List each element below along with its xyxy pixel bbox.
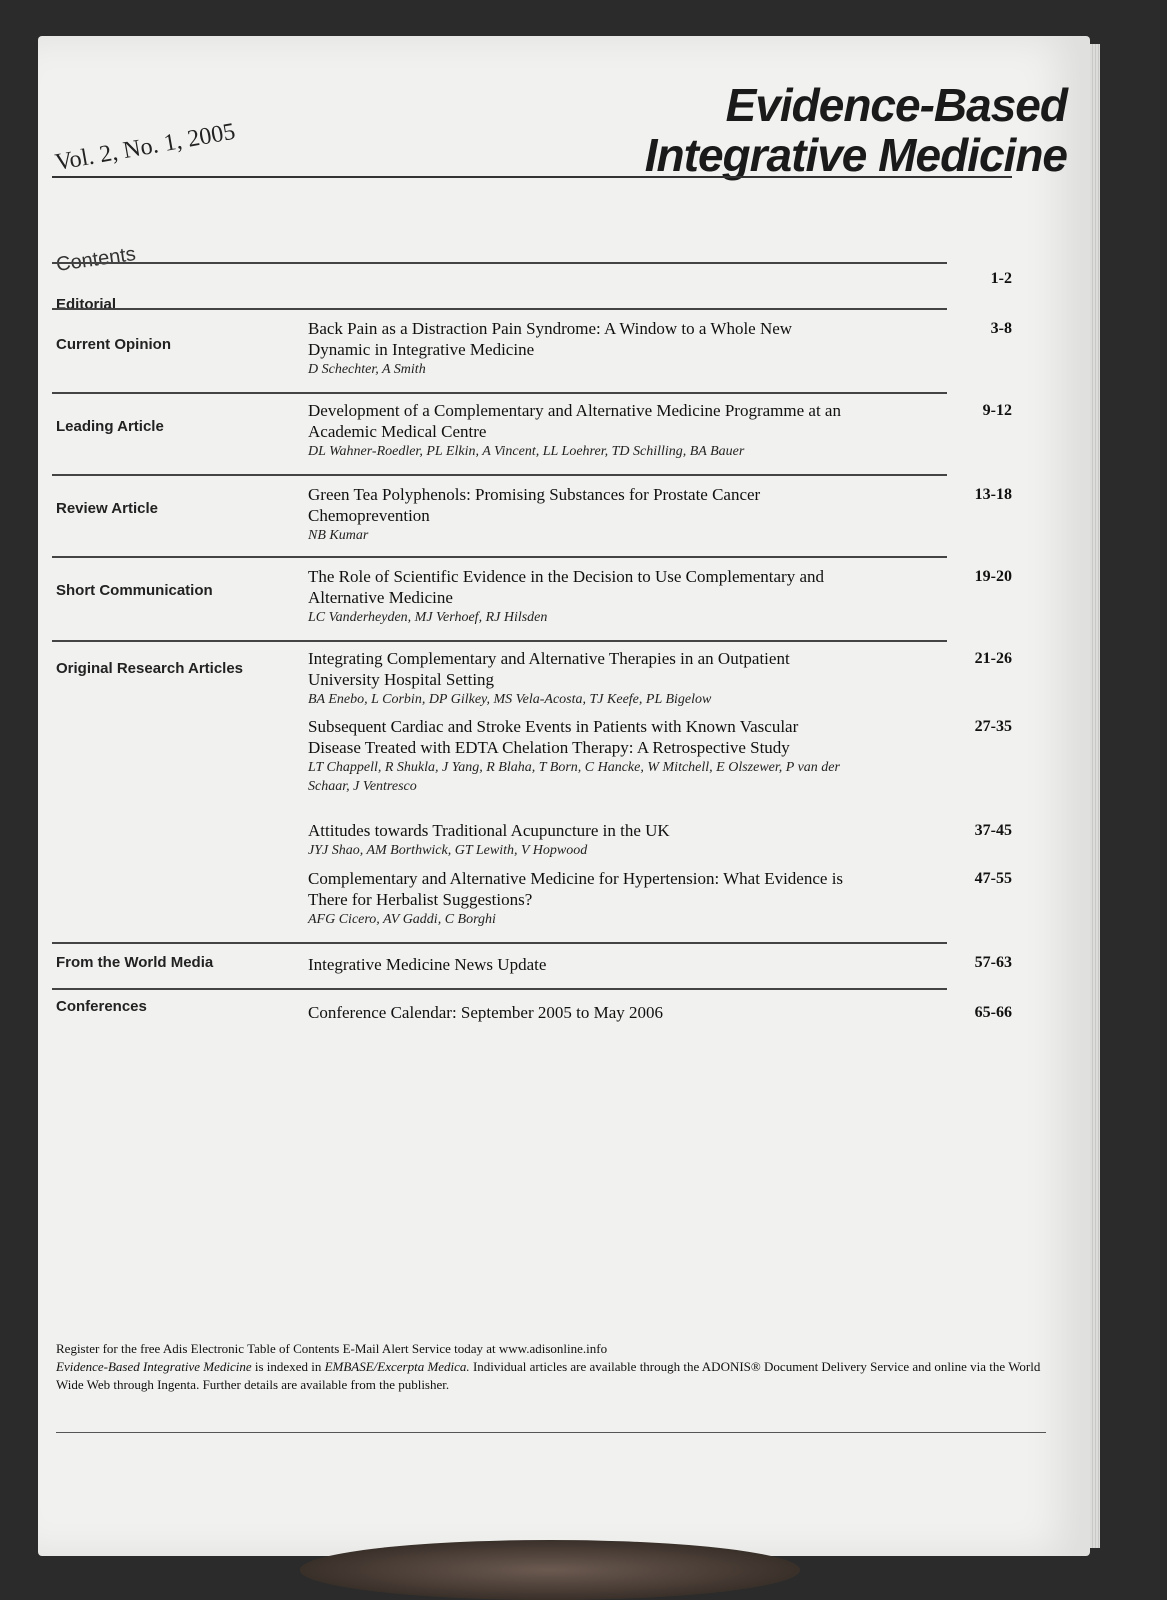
entry-authors: DL Wahner-Roedler, PL Elkin, A Vincent, LL Loehrer, TD Schilling, BA Bauer — [308, 444, 745, 459]
section-label-leading-article: Leading Article — [56, 418, 164, 435]
entry-title: Back Pain as a Distraction Pain Syndrome: A Window to a Whole New Dynamic in Integrative Medicine — [308, 319, 793, 359]
toc-entry[interactable] — [308, 868, 848, 929]
entry-title: Conference Calendar: September 2005 to May 2006 — [308, 1003, 664, 1022]
entry-authors: BA Enebo, L Corbin, DP Gilkey, MS Vela-Acosta, TJ Keefe, PL Bigelow — [308, 692, 712, 707]
entry-title: Attitudes towards Traditional Acupuncture in the UK — [308, 821, 670, 840]
entry-title: Complementary and Alternative Medicine for Hypertension: What Evidence is There for Herbalist Suggestions? — [308, 869, 844, 909]
toc-entry[interactable] — [308, 716, 848, 796]
entry-pages: 9-12 — [982, 402, 1012, 419]
section-rule — [52, 988, 947, 990]
toc-entry[interactable] — [308, 318, 848, 379]
section-rule — [52, 640, 947, 642]
entry-title: Subsequent Cardiac and Stroke Events in Patients with Known Vascular Disease Treated with EDTA Chelation Therapy: A Retrospective Study — [308, 717, 799, 757]
entry-authors: JYJ Shao, AM Borthwick, GT Lewith, V Hopwood — [308, 843, 588, 858]
entry-authors: D Schechter, A Smith — [308, 362, 426, 377]
section-label-current-opinion: Current Opinion — [56, 336, 171, 353]
toc-entry[interactable] — [308, 566, 848, 627]
entry-title: Development of a Complementary and Alternative Medicine Programme at an Academic Medical Centre — [308, 401, 841, 441]
section-rule — [52, 942, 947, 944]
footer-text-rest: Individual articles are available through the ADONIS® Document Delivery Service and online via the World Wide Web through Ingenta. Further details are available from the publisher. — [56, 1359, 1041, 1392]
entry-title: Integrating Complementary and Alternative Therapies in an Outpatient University Hospital Setting — [308, 649, 790, 689]
toc-entry[interactable] — [308, 484, 848, 545]
footer-notice — [56, 1340, 1046, 1394]
toc-entry[interactable] — [308, 1002, 848, 1023]
entry-pages: 21-26 — [974, 650, 1012, 667]
section-rule — [52, 308, 947, 310]
entry-authors: LT Chappell, R Shukla, J Yang, R Blaha, T Born, C Hancke, W Mitchell, E Olszewer, P van der Schaar, J Ventresco — [308, 760, 840, 794]
footer-line2 — [56, 1358, 1046, 1394]
journal-title-line1: Evidence-Based — [725, 79, 1067, 131]
entry-title: Integrative Medicine News Update — [308, 955, 547, 974]
section-label-conferences: Conferences — [56, 998, 147, 1015]
footer-journal-name: Evidence-Based Integrative Medicine — [56, 1359, 252, 1374]
footer-rule — [56, 1432, 1046, 1433]
footer-line1: Register for the free Adis Electronic Table of Contents E-Mail Alert Service today at www.adisonline.info — [56, 1341, 608, 1356]
entry-pages: 1-2 — [990, 270, 1012, 287]
section-rule — [52, 392, 947, 394]
entry-title: The Role of Scientific Evidence in the Decision to Use Complementary and Alternative Medicine — [308, 567, 824, 607]
entry-pages: 19-20 — [974, 568, 1012, 585]
journal-page — [38, 36, 1090, 1556]
journal-title — [645, 80, 1067, 180]
section-label-short-communication: Short Communication — [56, 582, 213, 599]
volume-label: Vol. 2, No. 1, 2005 — [53, 118, 238, 177]
section-label-editorial: Editorial — [56, 296, 117, 313]
entry-pages: 47-55 — [974, 870, 1012, 887]
contents-heading: Contents — [54, 243, 138, 277]
thumb-shadow — [300, 1540, 800, 1600]
header-rule — [52, 176, 1012, 178]
toc-entry[interactable] — [308, 820, 848, 860]
entry-pages: 13-18 — [974, 486, 1012, 503]
entry-pages: 37-45 — [974, 822, 1012, 839]
journal-title-line2: Integrative Medicine — [644, 129, 1067, 181]
footer-index-name: EMBASE/Excerpta Medica. — [324, 1359, 470, 1374]
section-rule — [52, 474, 947, 476]
entry-authors: AFG Cicero, AV Gaddi, C Borghi — [308, 912, 496, 927]
entry-pages: 57-63 — [974, 954, 1012, 971]
toc-entry[interactable] — [308, 400, 848, 461]
entry-authors: NB Kumar — [308, 528, 369, 543]
section-label-world-media: From the World Media — [56, 954, 214, 971]
entry-pages: 27-35 — [974, 718, 1012, 735]
entry-title: Green Tea Polyphenols: Promising Substances for Prostate Cancer Chemoprevention — [308, 485, 761, 525]
section-label-review-article: Review Article — [56, 500, 158, 517]
entry-pages: 65-66 — [974, 1004, 1012, 1021]
entry-pages: 3-8 — [990, 320, 1012, 337]
section-rule — [52, 556, 947, 558]
toc-entry[interactable] — [308, 954, 848, 975]
section-label-original-research: Original Research Articles — [56, 660, 244, 677]
toc-entry[interactable] — [308, 648, 848, 709]
entry-authors: LC Vanderheyden, MJ Verhoef, RJ Hilsden — [308, 610, 548, 625]
section-rule — [52, 262, 947, 264]
footer-text: is indexed in — [251, 1359, 325, 1374]
